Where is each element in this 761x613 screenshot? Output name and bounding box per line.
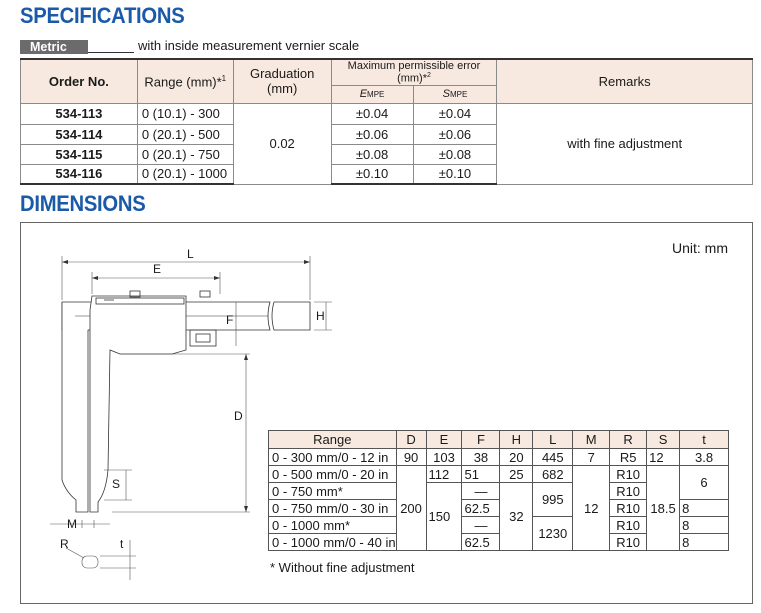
dtab-cell: 90 [396,449,426,466]
dtab-cell: 8 [680,534,729,551]
header-remarks: Remarks [497,59,753,103]
dimensions-title: DIMENSIONS [20,191,146,216]
dtab-cell: R10 [610,483,647,500]
graduation-value: 0.02 [233,103,331,184]
dtab-range: 0 - 500 mm/0 - 20 in [269,466,397,483]
dtab-header: D [396,431,426,449]
order-no: 534-115 [21,144,138,164]
e-mpe-value: ±0.08 [331,144,413,164]
dtab-cell: 3.8 [680,449,729,466]
dtab-cell: — [462,483,500,500]
dtab-range: 0 - 1000 mm/0 - 40 in [269,534,397,551]
dtab-cell: R10 [610,534,647,551]
remarks-value: with fine adjustment [497,103,753,184]
dtab-cell: 200 [396,466,426,551]
dtab-range: 0 - 750 mm* [269,483,397,500]
dtab-cell: 38 [462,449,500,466]
header-mpe: Maximum permissible error (mm)*$^2$ [331,59,497,85]
dtab-cell: R10 [610,517,647,534]
header-e-mpe: EMPE [331,85,413,103]
header-order: Order No. [21,59,138,103]
dtab-cell: — [462,517,500,534]
dtab-cell: 12 [573,466,610,551]
dtab-cell: 6 [680,466,729,500]
dtab-header: E [426,431,462,449]
dim-label-E: E [153,262,162,276]
footnote: * Without fine adjustment [270,560,415,575]
dim-label-M: M [67,517,77,531]
specifications-title: SPECIFICATIONS [20,3,185,28]
dtab-cell: 12 [647,449,680,466]
order-no: 534-113 [21,103,138,124]
dtab-cell: 7 [573,449,610,466]
dtab-header: F [462,431,500,449]
dtab-header: Range [269,431,397,449]
order-no: 534-114 [21,124,138,144]
dtab-range: 0 - 750 mm/0 - 30 in [269,500,397,517]
dim-label-D: D [234,409,243,423]
dim-label-L: L [187,247,194,261]
dtab-header: S [647,431,680,449]
dtab-cell: 150 [426,483,462,551]
dtab-header: L [533,431,573,449]
s-mpe-value: ±0.08 [413,144,497,164]
range-value: 0 (20.1) - 1000 [137,164,233,184]
dtab-header: R [610,431,647,449]
dtab-cell: R10 [610,500,647,517]
s-mpe-value: ±0.06 [413,124,497,144]
dtab-cell: 8 [680,517,729,534]
dtab-cell: R10 [610,466,647,483]
dtab-cell: 1230 [533,517,573,551]
dtab-header: t [680,431,729,449]
dim-label-H: H [316,309,325,323]
s-mpe-value: ±0.10 [413,164,497,184]
dtab-cell: 103 [426,449,462,466]
dim-label-F: F [226,313,234,327]
dtab-cell: 112 [426,466,462,483]
dtab-cell: 995 [533,483,573,517]
metric-tag-label: Metric [20,40,88,54]
dtab-cell: 25 [500,466,533,483]
e-mpe-value: ±0.04 [331,103,413,124]
header-s-mpe: SMPE [413,85,497,103]
dtab-cell: 682 [533,466,573,483]
order-no: 534-116 [21,164,138,184]
header-range: Range (mm)*$^1$ [137,59,233,103]
dtab-cell: 62.5 [462,534,500,551]
dtab-cell: 8 [680,500,729,517]
e-mpe-value: ±0.06 [331,124,413,144]
metric-description: with inside measurement vernier scale [138,38,360,53]
unit-label: Unit: mm [672,240,728,256]
header-graduation: Graduation (mm) [233,59,331,103]
dtab-header: M [573,431,610,449]
dtab-range: 0 - 300 mm/0 - 12 in [269,449,397,466]
dtab-cell: 32 [500,483,533,551]
dimensions-table [268,430,729,551]
range-value: 0 (10.1) - 300 [137,103,233,124]
s-mpe-value: ±0.04 [413,103,497,124]
dtab-header: H [500,431,533,449]
dtab-cell: 20 [500,449,533,466]
range-value: 0 (20.1) - 500 [137,124,233,144]
dtab-range: 0 - 1000 mm* [269,517,397,534]
dim-label-R: R [60,537,69,551]
dtab-cell: 62.5 [462,500,500,517]
range-value: 0 (20.1) - 750 [137,144,233,164]
dim-label-S: S [112,477,121,491]
e-mpe-value: ±0.10 [331,164,413,184]
dtab-cell: 445 [533,449,573,466]
dtab-cell: 51 [462,466,500,483]
dtab-cell: R5 [610,449,647,466]
dim-label-t: t [120,537,124,551]
dtab-cell: 18.5 [647,466,680,551]
